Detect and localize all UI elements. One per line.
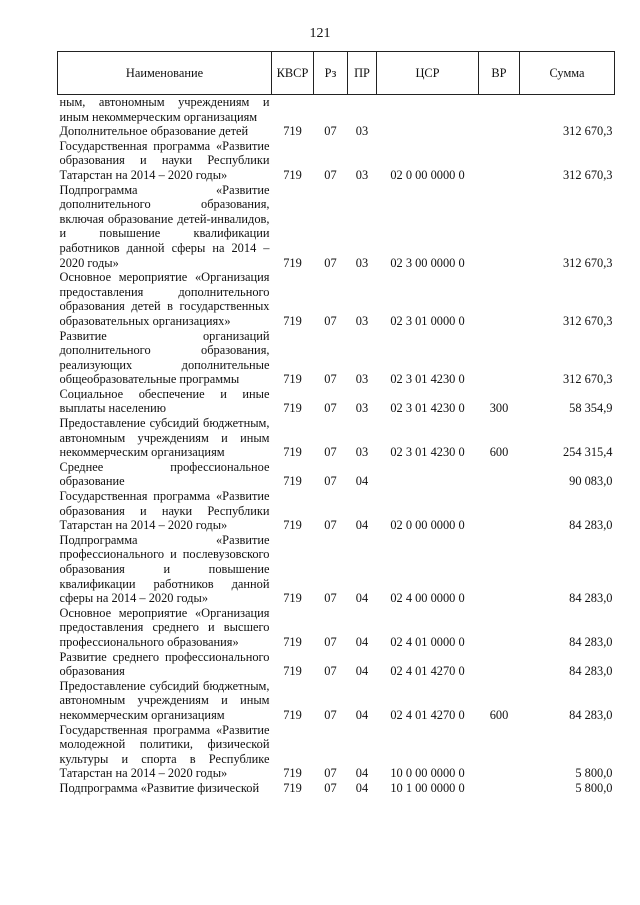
table-row: [58, 95, 615, 125]
row-name: Основное мероприятие «Организация предоставления дополнительного образования детей в государственных образовательных организациях»: [59, 270, 270, 328]
row-name: Развитие среднего профессионального образования: [59, 649, 270, 679]
row-kvsr: 719: [283, 401, 302, 416]
table-row: [58, 650, 615, 679]
row-sum: 312 670,3: [562, 124, 613, 139]
header-pr: ПР: [348, 52, 377, 95]
row-name: Среднее профессиональное образование: [59, 459, 270, 489]
row-vr: [479, 95, 520, 125]
row-name: Государственная программа «Развитие молодежной политики, физической культуры и спорта в Республике Татарстан на 2014 – 2020 годы»: [59, 722, 270, 781]
row-pr: 04: [355, 518, 369, 533]
row-kvsr: 719: [283, 167, 302, 182]
row-vr: [479, 781, 520, 796]
row-csr: 02 3 01 0000 0: [390, 313, 465, 328]
row-name: Подпрограмма «Развитие физической: [59, 780, 260, 795]
row-name: Предоставление субсидий бюджетным, автономным учреждениям и иным некоммерческим организациям: [59, 416, 270, 460]
row-pr: 04: [355, 634, 369, 649]
row-sum: 5 800,0: [575, 766, 613, 781]
row-kvsr: 719: [283, 313, 302, 328]
row-csr: 10 0 00 0000 0: [390, 766, 465, 781]
row-csr: 02 3 01 4230 0: [390, 401, 465, 416]
header-vr: ВР: [479, 52, 520, 95]
row-kvsr: 719: [283, 664, 302, 679]
row-vr: [479, 460, 520, 489]
table-row: [58, 679, 615, 723]
table-row: [58, 606, 615, 650]
row-kvsr: 719: [283, 634, 302, 649]
row-vr: [479, 329, 520, 387]
row-csr: 02 4 01 0000 0: [390, 634, 465, 649]
row-name: Государственная программа «Развитие образования и науки Республики Татарстан на 2014 – 2020 годы»: [59, 489, 270, 533]
table-row: [58, 329, 615, 387]
row-pr: 03: [355, 372, 369, 387]
row-sum: 312 670,3: [562, 372, 613, 387]
row-kvsr: 719: [283, 474, 302, 489]
row-rz: 07: [324, 664, 337, 679]
row-sum: 84 283,0: [569, 664, 613, 679]
row-kvsr: 719: [283, 372, 302, 387]
row-sum: 5 800,0: [575, 780, 613, 795]
row-sum: 84 283,0: [569, 707, 613, 722]
row-vr: [479, 124, 520, 139]
row-sum: 90 083,0: [569, 474, 613, 489]
row-pr: 04: [355, 707, 369, 722]
row-vr: [479, 139, 520, 183]
budget-table: [57, 51, 615, 796]
row-csr: 02 4 00 0000 0: [390, 591, 465, 606]
row-csr: 02 0 00 0000 0: [390, 518, 465, 533]
table-row: [58, 460, 615, 489]
row-name: Государственная программа «Развитие образования и науки Республики Татарстан на 2014 – 2020 годы»: [59, 138, 270, 182]
row-kvsr: 719: [283, 591, 302, 606]
row-vr: [479, 533, 520, 606]
row-name: Развитие организаций дополнительного образования, реализующих дополнительные общеобразовательные программы: [59, 328, 270, 387]
table-row: [58, 139, 615, 183]
row-csr: 10 1 00 0000 0: [390, 780, 465, 795]
table-row: [58, 387, 615, 416]
row-kvsr: 719: [283, 255, 302, 270]
row-pr: 03: [355, 167, 369, 182]
row-pr: 03: [355, 445, 369, 460]
row-vr: [479, 183, 520, 271]
row-vr: [479, 606, 520, 650]
row-kvsr: 719: [283, 124, 302, 139]
row-vr: 600: [489, 707, 509, 722]
row-pr: 03: [355, 401, 369, 416]
header-kvsr: КВСР: [272, 52, 314, 95]
row-kvsr: 719: [283, 780, 302, 795]
header-name: Наименование: [58, 52, 272, 95]
row-name: ным, автономным учреждениям и иным некоммерческим организациям: [59, 95, 270, 124]
row-name: Подпрограмма «Развитие профессионального и послевузовского образования и повышение квалификации работников данной сферы на 2014 – 2020 годы»: [59, 532, 270, 606]
row-name: Дополнительное образование детей: [59, 124, 249, 139]
row-csr: 02 4 01 4270 0: [390, 664, 465, 679]
row-name: Предоставление субсидий бюджетным, автономным учреждениям и иным некоммерческим организациям: [59, 678, 270, 722]
row-kvsr: 719: [283, 445, 302, 460]
row-kvsr: 719: [283, 766, 302, 781]
row-rz: [314, 95, 348, 125]
row-csr: [377, 124, 479, 139]
row-sum: 312 670,3: [562, 313, 613, 328]
row-csr: 02 3 01 4230 0: [390, 445, 465, 460]
row-rz: 07: [324, 780, 337, 795]
row-kvsr: 719: [283, 707, 302, 722]
row-csr: 02 3 00 0000 0: [390, 255, 465, 270]
row-pr: 03: [355, 255, 369, 270]
row-csr: 02 0 00 0000 0: [390, 167, 465, 182]
row-rz: 07: [324, 591, 337, 606]
table-row: [58, 416, 615, 460]
row-pr: 04: [355, 591, 369, 606]
row-kvsr: 719: [283, 518, 302, 533]
header-rz: Рз: [314, 52, 348, 95]
table-row: [58, 183, 615, 271]
row-pr: 03: [355, 313, 369, 328]
row-rz: 07: [324, 474, 337, 489]
row-csr: [377, 460, 479, 489]
row-rz: 07: [324, 255, 337, 270]
row-vr: [479, 489, 520, 533]
table-header: [58, 52, 615, 95]
row-rz: 07: [324, 518, 337, 533]
header-csr: ЦСР: [377, 52, 479, 95]
header-sum: Сумма: [520, 52, 615, 95]
row-rz: 07: [324, 313, 337, 328]
table-row: [58, 533, 615, 606]
row-pr: 04: [355, 766, 369, 781]
row-name: Подпрограмма «Развитие дополнительного образования, включая образование детей-инвалидов, и повышение квалификации работников данной сферы на 2014 – 2020 годы»: [59, 182, 270, 270]
row-name: Основное мероприятие «Организация предоставления среднего и высшего профессионального образования»: [59, 605, 270, 649]
row-rz: 07: [324, 167, 337, 182]
row-pr: 04: [355, 664, 369, 679]
row-rz: 07: [324, 124, 337, 139]
row-rz: 07: [324, 707, 337, 722]
row-sum: 254 315,4: [562, 445, 613, 460]
row-name: Социальное обеспечение и иные выплаты населению: [59, 386, 270, 416]
row-vr: 600: [489, 445, 509, 460]
table-row: [58, 270, 615, 328]
row-rz: 07: [324, 445, 337, 460]
row-sum: 312 670,3: [562, 167, 613, 182]
row-csr: [377, 95, 479, 125]
row-csr: 02 4 01 4270 0: [390, 707, 465, 722]
row-pr: 04: [355, 474, 369, 489]
row-vr: [479, 650, 520, 679]
row-rz: 07: [324, 372, 337, 387]
row-rz: 07: [324, 401, 337, 416]
row-vr: 300: [489, 401, 509, 416]
table-row: [58, 124, 615, 139]
row-pr: 03: [355, 124, 369, 139]
row-vr: [479, 723, 520, 781]
row-sum: 84 283,0: [569, 518, 613, 533]
row-rz: 07: [324, 766, 337, 781]
table-body: [58, 95, 615, 796]
row-sum: 58 354,9: [569, 401, 613, 416]
table-row: [58, 723, 615, 781]
row-pr: [348, 95, 377, 125]
row-kvsr: [272, 95, 314, 125]
page-number: 121: [309, 26, 331, 41]
row-rz: 07: [324, 634, 337, 649]
table-row: [58, 781, 615, 796]
row-vr: [479, 270, 520, 328]
row-sum: 312 670,3: [562, 255, 613, 270]
row-sum: 84 283,0: [569, 634, 613, 649]
row-csr: 02 3 01 4230 0: [390, 372, 465, 387]
row-pr: 04: [355, 780, 369, 795]
table-row: [58, 489, 615, 533]
row-sum: [520, 95, 615, 125]
row-sum: 84 283,0: [569, 591, 613, 606]
